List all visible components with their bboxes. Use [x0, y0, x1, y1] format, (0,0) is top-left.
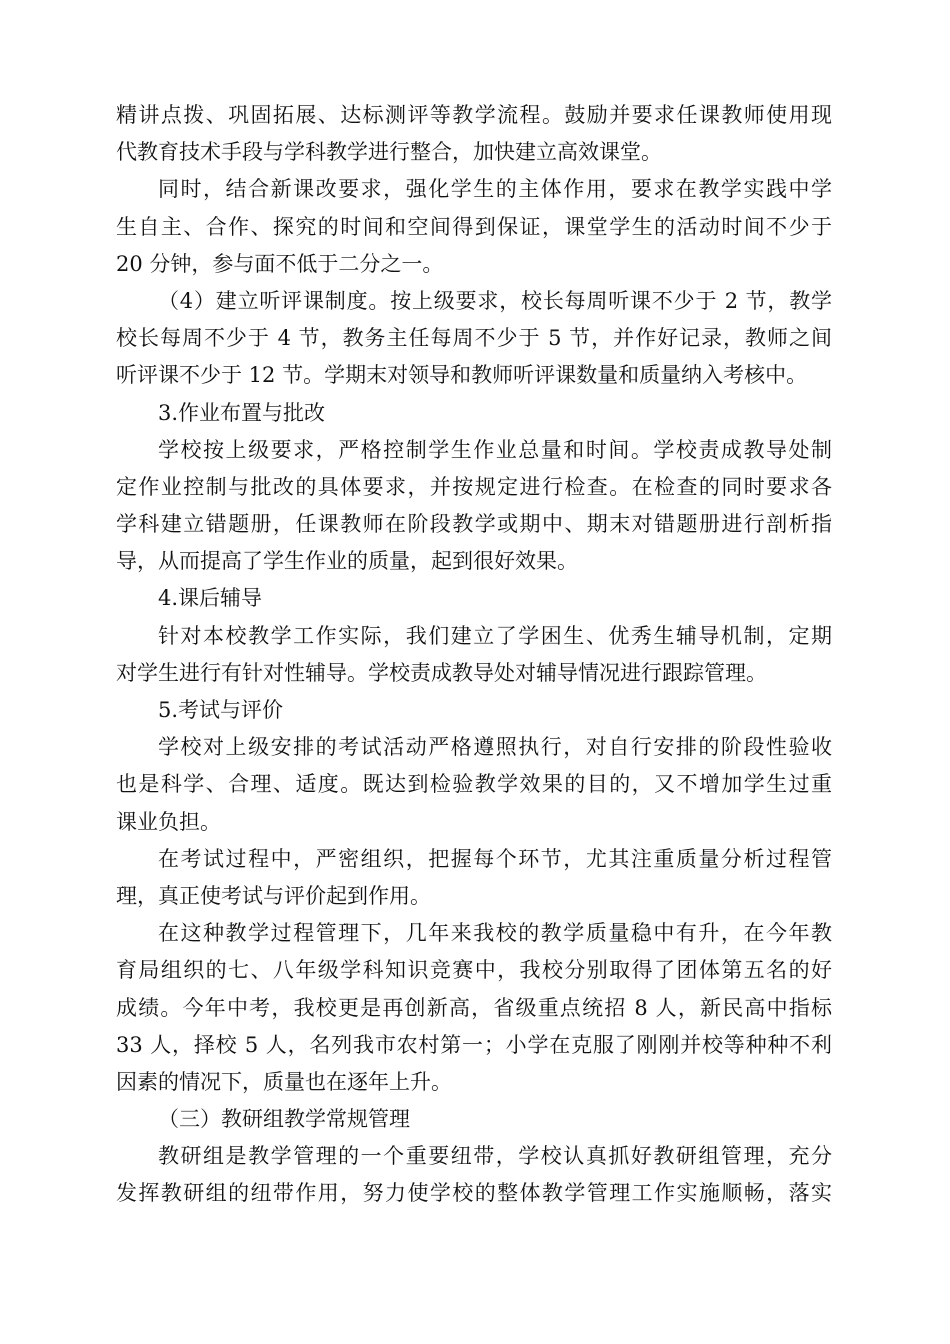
text-line: 33 人，择校 5 人，名列我市农村第一；小学在克服了刚刚并校等种种不利: [116, 1032, 832, 1057]
section-heading: （三）教研组教学常规管理: [158, 1107, 410, 1132]
paragraph-start-line: 在考试过程中，严密组织，把握每个环节，尤其注重质量分析过程管: [158, 846, 832, 871]
text-line: 精讲点拨、巩固拓展、达标测评等教学流程。鼓励并要求任课教师使用现: [116, 103, 832, 127]
paragraph-start-line: 在这种教学过程管理下，几年来我校的教学质量稳中有升，在今年教: [158, 921, 832, 946]
text-line: 校长每周不少于 4 节，教务主任每周不少于 5 节，并作好记录，教师之间: [116, 326, 832, 351]
text-line: 生自主、合作、探究的时间和空间得到保证，课堂学生的活动时间不少于: [116, 214, 832, 239]
text-line: 因素的情况下，质量也在逐年上升。: [116, 1069, 452, 1094]
document-body: [116, 97, 832, 1213]
paragraph-start-line: 同时，结合新课改要求，强化学生的主体作用，要求在教学实践中学: [158, 177, 832, 202]
text-line: 代教育技术手段与学科教学进行整合，加快建立高效课堂。: [116, 140, 662, 165]
text-line: 发挥教研组的纽带作用，努力使学校的整体教学管理工作实施顺畅，落实: [116, 1181, 832, 1206]
text-line: 导，从而提高了学生作业的质量，起到很好效果。: [116, 549, 578, 574]
text-line: 听评课不少于 12 节。学期末对领导和教师听评课数量和质量纳入考核中。: [116, 363, 808, 388]
text-line: 20 分钟，参与面不低于二分之一。: [116, 251, 444, 276]
section-heading: 3.作业布置与批改: [158, 400, 326, 425]
text-line: 育局组织的七、八年级学科知识竞赛中，我校分别取得了团体第五名的好: [116, 958, 832, 983]
text-line: 学科建立错题册，任课教师在阶段教学或期中、期末对错题册进行剖析指: [116, 512, 832, 537]
paragraph-start-line: 学校对上级安排的考试活动严格遵照执行，对自行安排的阶段性验收: [158, 735, 832, 760]
text-line: 理，真正使考试与评价起到作用。: [116, 883, 431, 908]
paragraph-start-line: 学校按上级要求，严格控制学生作业总量和时间。学校责成教导处制: [158, 437, 832, 462]
text-line: 成绩。今年中考，我校更是再创新高，省级重点统招 8 人，新民高中指标: [116, 995, 832, 1020]
paragraph-start-line: （4）建立听评课制度。按上级要求，校长每周听课不少于 2 节，教学: [158, 288, 832, 313]
text-line: 课业负担。: [116, 809, 221, 834]
section-heading: 4.课后辅导: [158, 586, 263, 611]
text-line: 定作业控制与批改的具体要求，并按规定进行检查。在检查的同时要求各: [116, 474, 832, 499]
text-line: 也是科学、合理、适度。既达到检验教学效果的目的，又不增加学生过重: [116, 772, 832, 797]
paragraph-start-line: 针对本校教学工作实际，我们建立了学困生、优秀生辅导机制，定期: [158, 623, 832, 648]
section-heading: 5.考试与评价: [158, 698, 284, 722]
text-line: 对学生进行有针对性辅导。学校责成教导处对辅导情况进行跟踪管理。: [116, 660, 767, 685]
paragraph-start-line: 教研组是教学管理的一个重要纽带，学校认真抓好教研组管理，充分: [158, 1144, 832, 1169]
